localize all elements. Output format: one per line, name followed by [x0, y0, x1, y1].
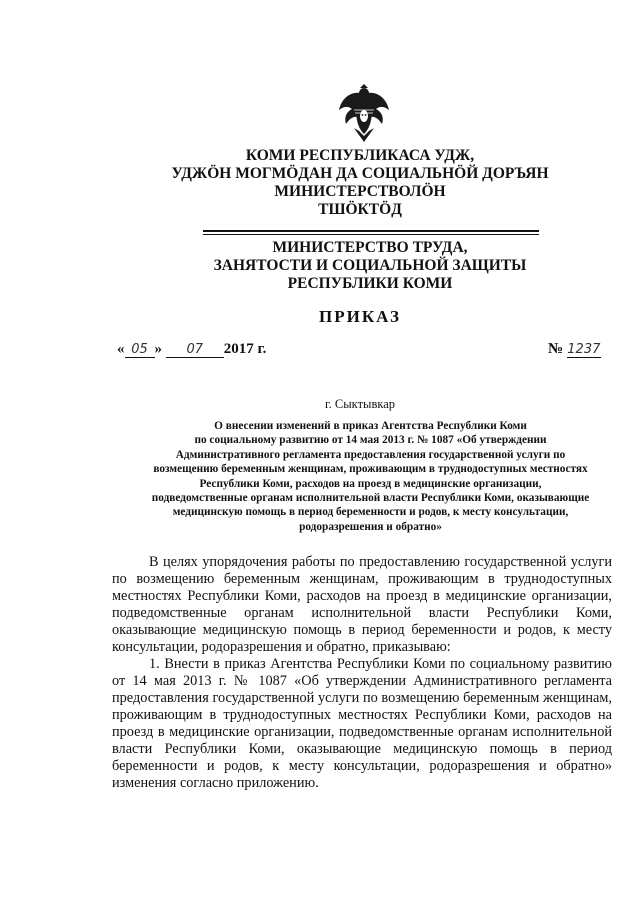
number-value: 1237	[567, 342, 601, 357]
order-body	[112, 554, 612, 792]
document-title: ПРИКАЗ	[319, 307, 401, 326]
komi-header-line-2: УДЖӦН МОГМӦДАН ДА СОЦИАЛЬНӦЙ ДОРЪЯН	[171, 165, 549, 182]
subject-line-6: подведомственные органам исполнительной власти Республики Коми, оказывающие	[151, 492, 590, 505]
komi-header-line-1: КОМИ РЕСПУБЛИКАСА УДЖ,	[245, 147, 475, 164]
city-line: г. Сыктывкар	[324, 397, 396, 411]
body-paragraph-item-1: 1. Внести в приказ Агентства Республики Коми по социальному развитию от 14 мая 2013 г. № 1087 «Об утверждении Административного регламента предоставления государственной услуги по возмещению беременным женщинам, проживающим в труднодоступных местностях Республики Коми, расходов на проезд в медицинские организации, подведомственные органам исполнительной власти Республики Коми, оказывающие медицинскую помощь в период беременности и родов, к месту консультации, родоразрешения и обратно» изменения согласно приложению.	[112, 656, 612, 791]
russian-ministry-header	[150, 239, 590, 293]
date-year: 2017 г.	[223, 341, 267, 357]
date-open-quote: «	[117, 341, 125, 357]
order-date	[117, 341, 266, 358]
order-subject	[128, 419, 613, 534]
subject-line-8: родоразрешения и обратно»	[299, 520, 442, 533]
komi-language-header	[150, 147, 570, 219]
date-close-quote: »	[154, 341, 162, 357]
subject-line-3: Административного регламента предоставления государственной услуги по	[175, 448, 566, 461]
date-month: 07	[166, 342, 224, 358]
komi-header-line-3: МИНИСТЕРСТВОЛӦН	[274, 183, 446, 200]
body-paragraph-preamble: В целях упорядочения работы по предоставлению государственной услуги по возмещению беременным женщинам, проживающим в труднодоступных местностях Республики Коми, расходов на проезд в медицинские организации, подведомственные органам исполнительной власти Республики Коми, оказывающие медицинскую помощь в период беременности и родов, к месту консультации, родоразрешения и обратно, приказываю:	[112, 554, 612, 655]
subject-line-7: медицинскую помощь в период беременности и родов, к месту консультации,	[172, 506, 569, 519]
header-divider-thick	[203, 230, 539, 232]
header-divider-thin	[203, 234, 539, 235]
komi-coat-of-arms-icon	[336, 84, 392, 142]
subject-line-5: Республики Коми, расходов на проезд в медицинские организации,	[199, 477, 542, 490]
subject-line-2: по социальному развитию от 14 мая 2013 г. № 1087 «Об утверждении	[194, 434, 547, 447]
number-label: №	[548, 341, 564, 357]
ru-header-line-3: РЕСПУБЛИКИ КОМИ	[287, 275, 453, 292]
komi-header-line-4: ТШӦКТӦД	[318, 201, 402, 218]
order-number	[548, 341, 601, 358]
subject-line-4: возмещению беременным женщинам, проживающим в труднодоступных местностях	[153, 463, 588, 476]
subject-line-1: О внесении изменений в приказ Агентства Республики Коми	[214, 420, 527, 432]
ru-header-line-1: МИНИСТЕРСТВО ТРУДА,	[272, 239, 468, 256]
date-day: 05	[125, 342, 155, 358]
ru-header-line-2: ЗАНЯТОСТИ И СОЦИАЛЬНОЙ ЗАЩИТЫ	[213, 257, 527, 274]
